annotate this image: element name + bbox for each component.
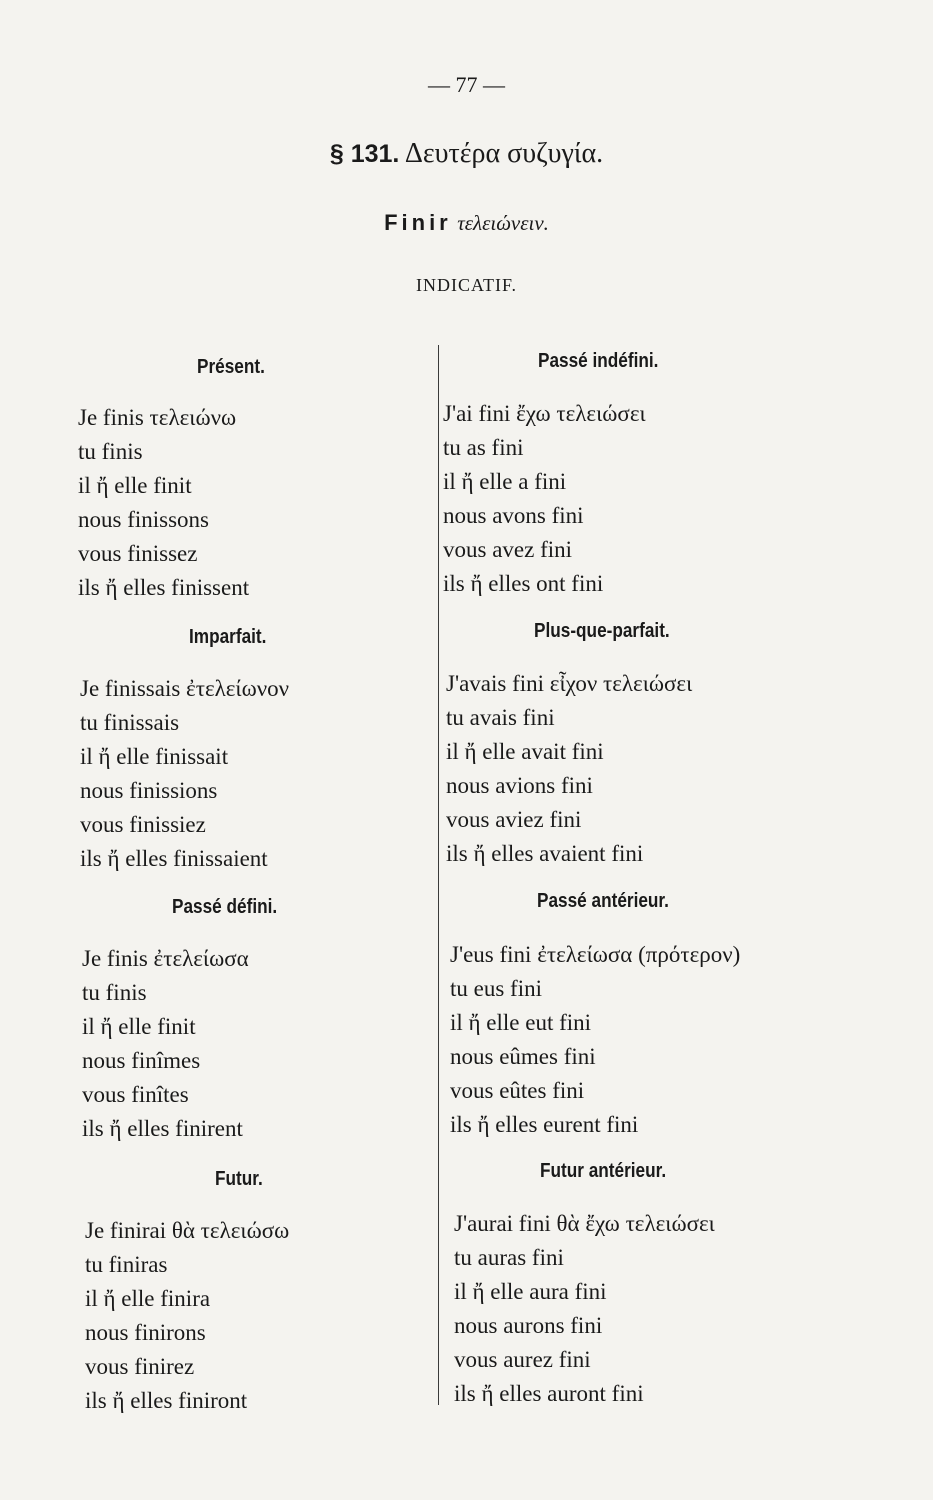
- conjugation-line: ils ἤ elles finirent: [82, 1116, 243, 1141]
- conjugation-line: tu eus fini: [450, 976, 542, 1001]
- conjugation-line: nous aurons fini: [454, 1313, 603, 1338]
- conjugation-line: nous finirons: [85, 1320, 206, 1345]
- conjugation-line: vous finissiez: [80, 812, 206, 837]
- conjugation-line: vous finissez: [78, 541, 198, 566]
- conjugation-line: tu finiras: [85, 1252, 168, 1277]
- tense-heading: Imparfait.: [189, 626, 267, 648]
- conjugation-line: tu avais fini: [446, 705, 555, 730]
- conjugation-line: vous finirez: [85, 1354, 195, 1379]
- conjugation-line: vous aviez fini: [446, 807, 582, 832]
- tense-heading: Plus-que-parfait.: [534, 620, 670, 642]
- section-heading: Δευτέρα συζυγία.: [404, 138, 604, 169]
- conjugation-line: Je finis ἐτελείωσα: [82, 946, 249, 971]
- tense-heading: Passé antérieur.: [537, 890, 669, 912]
- conjugation-line: il ἤ elle finit: [82, 1014, 196, 1039]
- conjugation-line: ils ἤ elles finissaient: [80, 846, 268, 871]
- section-number: § 131.: [329, 140, 400, 168]
- conjugation-line: ils ἤ elles ont fini: [443, 571, 604, 596]
- conjugation-line: il ἤ elle a fini: [443, 469, 567, 494]
- conjugation-line: il ἤ elle avait fini: [446, 739, 604, 764]
- conjugation-line: vous aurez fini: [454, 1347, 591, 1372]
- column-divider: [438, 345, 439, 1405]
- conjugation-line: ils ἤ elles auront fini: [454, 1381, 644, 1406]
- conjugation-line: nous finissons: [78, 507, 209, 532]
- conjugation-line: J'eus fini ἐτελείωσα (πρότερον): [450, 942, 741, 967]
- conjugation-line: il ἤ elle eut fini: [450, 1010, 592, 1035]
- conjugation-line: ils ἤ elles eurent fini: [450, 1112, 639, 1137]
- conjugation-line: J'ai fini ἔχω τελειώσει: [443, 401, 646, 426]
- conjugation-line: nous avons fini: [443, 503, 584, 528]
- page-number: — 77 —: [428, 72, 505, 97]
- conjugation-line: tu finissais: [80, 710, 180, 735]
- conjugation-line: Je finirai θὰ τελειώσω: [85, 1218, 290, 1243]
- conjugation-line: J'avais fini εἶχον τελειώσει: [446, 671, 693, 696]
- tense-heading: Futur antérieur.: [540, 1160, 667, 1182]
- conjugation-line: tu auras fini: [454, 1245, 564, 1270]
- conjugation-line: ils ἤ elles finiront: [85, 1388, 248, 1413]
- conjugation-line: il ἤ elle finira: [85, 1286, 211, 1311]
- conjugation-line: ils ἤ elles avaient fini: [446, 841, 644, 866]
- conjugation-line: Je finissais ἐτελείωνον: [80, 676, 290, 701]
- conjugation-line: tu finis: [78, 439, 143, 464]
- tense-heading: Passé indéfini.: [538, 350, 659, 372]
- conjugation-line: tu as fini: [443, 435, 524, 460]
- conjugation-line: vous eûtes fini: [450, 1078, 585, 1103]
- conjugation-line: nous avions fini: [446, 773, 593, 798]
- mood-heading: INDICATIF.: [415, 275, 518, 295]
- conjugation-line: vous avez fini: [443, 537, 573, 562]
- verb-greek: τελειώνειν.: [457, 211, 549, 235]
- conjugation-line: vous finîtes: [82, 1082, 189, 1107]
- conjugation-line: J'aurai fini θὰ ἔχω τελειώσει: [454, 1211, 715, 1236]
- tense-heading: Présent.: [197, 356, 265, 378]
- conjugation-line: ils ἤ elles finissent: [78, 575, 250, 600]
- conjugation-line: il ἤ elle finit: [78, 473, 192, 498]
- section-title: [0, 138, 933, 170]
- tense-heading: Futur.: [215, 1168, 263, 1190]
- conjugation-line: il ἤ elle aura fini: [454, 1279, 607, 1304]
- conjugation-line: nous finissions: [80, 778, 218, 803]
- conjugation-line: Je finis τελειώνω: [78, 405, 237, 430]
- tense-heading: Passé défini.: [172, 896, 278, 918]
- verb-title: [0, 210, 933, 236]
- conjugation-line: nous eûmes fini: [450, 1044, 596, 1069]
- conjugation-line: tu finis: [82, 980, 147, 1005]
- conjugation-line: nous finîmes: [82, 1048, 201, 1073]
- verb-french: Finir: [384, 210, 452, 235]
- conjugation-line: il ἤ elle finissait: [80, 744, 229, 769]
